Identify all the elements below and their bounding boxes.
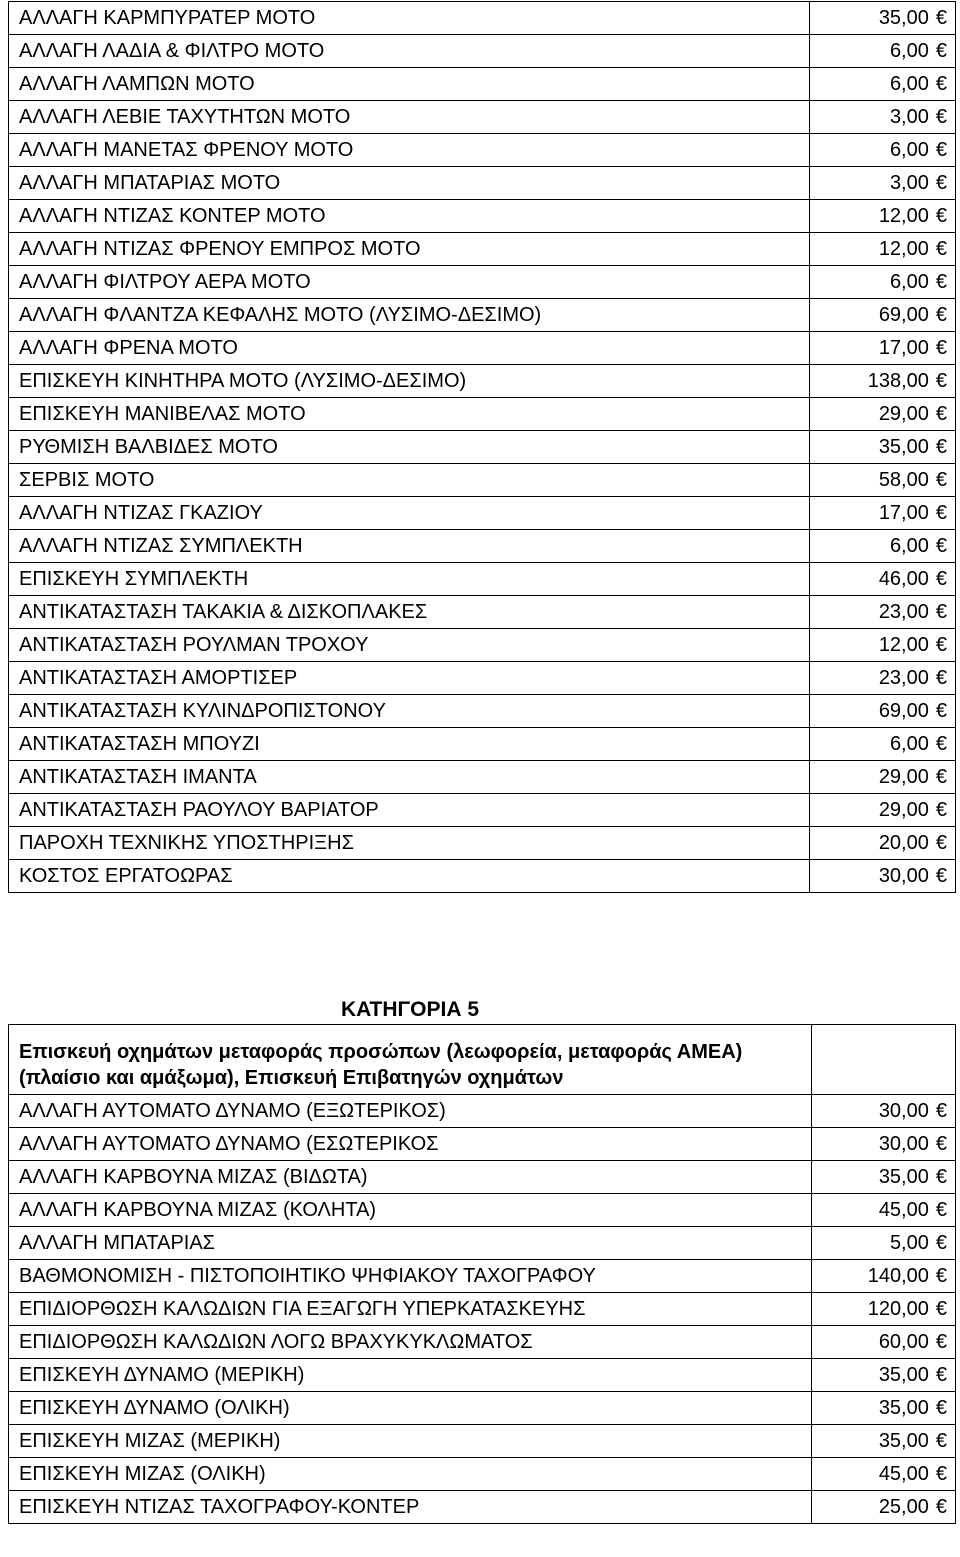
price-amount: 58,00 (878, 469, 929, 491)
service-name: ΑΛΛΑΓΗ ΑΥΤΟΜΑΤΟ ΔΥΝΑΜΟ (ΕΣΩΤΕΡΙΚΟΣ (9, 1128, 812, 1161)
euro-symbol: € (935, 1166, 947, 1188)
euro-symbol: € (935, 139, 947, 161)
price-cell (810, 101, 956, 134)
euro-symbol: € (935, 73, 947, 95)
price-amount: 17,00 (878, 502, 929, 524)
price-amount: 23,00 (878, 601, 929, 623)
price-amount: 35,00 (878, 436, 929, 458)
service-name: ΕΠΙΣΚΕΥΗ ΔΥΝΑΜΟ (ΜΕΡΙΚΗ) (9, 1359, 812, 1392)
service-name: ΑΛΛΑΓΗ ΜΠΑΤΑΡΙΑΣ ΜΟΤΟ (9, 167, 810, 200)
euro-symbol: € (935, 1199, 947, 1221)
price-amount: 12,00 (878, 205, 929, 227)
service-name: ΕΠΙΣΚΕΥΗ ΚΙΝΗΤΗΡΑ ΜΟΤΟ (ΛΥΣΙΜΟ-ΔΕΣΙΜΟ) (9, 365, 810, 398)
price-amount: 120,00 (867, 1298, 929, 1320)
euro-symbol: € (935, 700, 947, 722)
price-amount: 35,00 (878, 1397, 929, 1419)
euro-symbol: € (935, 1496, 947, 1518)
price-cell (810, 530, 956, 563)
price-amount: 29,00 (878, 799, 929, 821)
category-description-row (9, 1025, 956, 1095)
price-amount: 12,00 (878, 238, 929, 260)
price-amount: 60,00 (878, 1331, 929, 1353)
price-amount: 6,00 (889, 40, 929, 62)
table-row (9, 1392, 956, 1425)
price-amount: 35,00 (878, 1166, 929, 1188)
price-cell (812, 1293, 956, 1326)
table-row (9, 1260, 956, 1293)
table-row (9, 167, 956, 200)
euro-symbol: € (935, 238, 947, 260)
price-amount: 30,00 (878, 1100, 929, 1122)
service-name: ΕΠΙΣΚΕΥΗ ΣΥΜΠΛΕΚΤΗ (9, 563, 810, 596)
service-name: ΑΛΛΑΓΗ ΛΑΜΠΩΝ ΜΟΤΟ (9, 68, 810, 101)
table-row (9, 233, 956, 266)
price-cell (812, 1326, 956, 1359)
price-amount: 6,00 (889, 139, 929, 161)
price-amount: 5,00 (889, 1232, 929, 1254)
table-row (9, 464, 956, 497)
table-row (9, 332, 956, 365)
table-row (9, 1458, 956, 1491)
euro-symbol: € (935, 733, 947, 755)
price-amount: 30,00 (878, 1133, 929, 1155)
table-row (9, 1194, 956, 1227)
service-name: ΣΕΡΒΙΣ ΜΟΤΟ (9, 464, 810, 497)
price-amount: 35,00 (878, 1430, 929, 1452)
price-cell (810, 431, 956, 464)
table-row (9, 1227, 956, 1260)
table-row (9, 794, 956, 827)
price-amount: 46,00 (878, 568, 929, 590)
price-amount: 3,00 (889, 172, 929, 194)
table-row (9, 860, 956, 893)
price-amount: 140,00 (867, 1265, 929, 1287)
price-cell (812, 1491, 956, 1524)
euro-symbol: € (935, 106, 947, 128)
service-name: ΑΛΛΑΓΗ ΑΥΤΟΜΑΤΟ ΔΥΝΑΜΟ (ΕΞΩΤΕΡΙΚΟΣ) (9, 1095, 812, 1128)
price-amount: 30,00 (878, 865, 929, 887)
service-name: ΕΠΙΣΚΕΥΗ ΜΙΖΑΣ (ΜΕΡΙΚΗ) (9, 1425, 812, 1458)
category-description: Επισκευή οχημάτων μεταφοράς προσώπων (λεωφορεία, μεταφοράς ΑΜΕΑ) (πλαίσιο και αμάξωμα), Επισκευή Επιβατηγών οχημάτων (9, 1025, 812, 1095)
price-cell (812, 1359, 956, 1392)
euro-symbol: € (935, 172, 947, 194)
price-amount: 6,00 (889, 271, 929, 293)
price-cell (810, 332, 956, 365)
euro-symbol: € (935, 502, 947, 524)
euro-symbol: € (935, 1232, 947, 1254)
price-amount: 23,00 (878, 667, 929, 689)
price-cell (812, 1161, 956, 1194)
price-amount: 6,00 (889, 73, 929, 95)
table-row (9, 1095, 956, 1128)
service-name: ΑΝΤΙΚΑΤΑΣΤΑΣΗ ΑΜΟΡΤΙΣΕΡ (9, 662, 810, 695)
table-row (9, 1425, 956, 1458)
table-row (9, 1293, 956, 1326)
euro-symbol: € (935, 304, 947, 326)
euro-symbol: € (935, 1133, 947, 1155)
euro-symbol: € (935, 865, 947, 887)
service-name: ΑΛΛΑΓΗ ΜΑΝΕΤΑΣ ΦΡΕΝΟΥ ΜΟΤΟ (9, 134, 810, 167)
table-row (9, 134, 956, 167)
table-row (9, 1161, 956, 1194)
table-row (9, 2, 956, 35)
service-name: ΕΠΙΔΙΟΡΘΩΣΗ ΚΑΛΩΔΙΩΝ ΛΟΓΩ ΒΡΑΧΥΚΥΚΛΩΜΑΤΟΣ (9, 1326, 812, 1359)
price-table-category-5 (8, 1024, 956, 1524)
table-row (9, 1359, 956, 1392)
price-cell (810, 563, 956, 596)
euro-symbol: € (935, 205, 947, 227)
table-row (9, 1128, 956, 1161)
price-amount: 35,00 (878, 1364, 929, 1386)
table-row (9, 563, 956, 596)
service-name: ΕΠΙΣΚΕΥΗ ΔΥΝΑΜΟ (ΟΛΙΚΗ) (9, 1392, 812, 1425)
euro-symbol: € (935, 1397, 947, 1419)
table-row (9, 1491, 956, 1524)
euro-symbol: € (935, 436, 947, 458)
euro-symbol: € (935, 634, 947, 656)
price-amount: 69,00 (878, 700, 929, 722)
price-cell (810, 662, 956, 695)
price-cell (812, 1392, 956, 1425)
table-row (9, 761, 956, 794)
service-name: ΑΛΛΑΓΗ ΜΠΑΤΑΡΙΑΣ (9, 1227, 812, 1260)
euro-symbol: € (935, 832, 947, 854)
price-cell (810, 2, 956, 35)
price-cell (812, 1260, 956, 1293)
price-cell (810, 695, 956, 728)
price-cell (812, 1425, 956, 1458)
price-cell (810, 266, 956, 299)
price-amount: 20,00 (878, 832, 929, 854)
price-cell (810, 497, 956, 530)
service-name: ΑΝΤΙΚΑΤΑΣΤΑΣΗ ΜΠΟΥΖΙ (9, 728, 810, 761)
price-cell (810, 167, 956, 200)
table-row (9, 695, 956, 728)
euro-symbol: € (935, 1463, 947, 1485)
service-name: ΑΛΛΑΓΗ ΚΑΡΒΟΥΝΑ ΜΙΖΑΣ (ΚΟΛΗΤΑ) (9, 1194, 812, 1227)
euro-symbol: € (935, 403, 947, 425)
price-cell (810, 728, 956, 761)
service-name: ΑΛΛΑΓΗ ΝΤΙΖΑΣ ΓΚΑΖΙΟΥ (9, 497, 810, 530)
price-amount: 25,00 (878, 1496, 929, 1518)
price-cell (812, 1095, 956, 1128)
service-name: ΑΛΛΑΓΗ ΛΑΔΙΑ & ΦΙΛΤΡΟ ΜΟΤΟ (9, 35, 810, 68)
euro-symbol: € (935, 766, 947, 788)
service-name: ΑΝΤΙΚΑΤΑΣΤΑΣΗ ΙΜΑΝΤΑ (9, 761, 810, 794)
service-name: ΕΠΙΔΙΟΡΘΩΣΗ ΚΑΛΩΔΙΩΝ ΓΙΑ ΕΞΑΓΩΓΗ ΥΠΕΡΚΑΤΑΣΚΕΥΗΣ (9, 1293, 812, 1326)
euro-symbol: € (935, 469, 947, 491)
euro-symbol: € (935, 799, 947, 821)
euro-symbol: € (935, 1298, 947, 1320)
euro-symbol: € (935, 1100, 947, 1122)
price-cell (810, 233, 956, 266)
table-row (9, 662, 956, 695)
table-row (9, 398, 956, 431)
service-name: ΑΝΤΙΚΑΤΑΣΤΑΣΗ ΚΥΛΙΝΔΡΟΠΙΣΤΟΝΟΥ (9, 695, 810, 728)
price-amount: 12,00 (878, 634, 929, 656)
euro-symbol: € (935, 271, 947, 293)
price-amount: 29,00 (878, 766, 929, 788)
service-name: ΑΛΛΑΓΗ ΝΤΙΖΑΣ ΦΡΕΝΟΥ ΕΜΠΡΟΣ ΜΟΤΟ (9, 233, 810, 266)
price-amount: 138,00 (867, 370, 929, 392)
service-name: ΑΛΛΑΓΗ ΦΡΕΝΑ ΜΟΤΟ (9, 332, 810, 365)
service-name: ΕΠΙΣΚΕΥΗ ΜΑΝΙΒΕΛΑΣ ΜΟΤΟ (9, 398, 810, 431)
price-amount: 6,00 (889, 733, 929, 755)
price-cell (810, 365, 956, 398)
service-name: ΚΟΣΤΟΣ ΕΡΓΑΤΟΩΡΑΣ (9, 860, 810, 893)
euro-symbol: € (935, 7, 947, 29)
table-row (9, 299, 956, 332)
price-amount: 45,00 (878, 1463, 929, 1485)
table-row (9, 35, 956, 68)
table-row (9, 266, 956, 299)
service-name: ΑΛΛΑΓΗ ΦΙΛΤΡΟΥ ΑΕΡΑ ΜΟΤΟ (9, 266, 810, 299)
euro-symbol: € (935, 667, 947, 689)
price-cell (810, 398, 956, 431)
table-row (9, 365, 956, 398)
table-row (9, 431, 956, 464)
price-amount: 17,00 (878, 337, 929, 359)
euro-symbol: € (935, 568, 947, 590)
price-cell (810, 860, 956, 893)
service-name: ΑΛΛΑΓΗ ΝΤΙΖΑΣ ΣΥΜΠΛΕΚΤΗ (9, 530, 810, 563)
service-name: ΑΝΤΙΚΑΤΑΣΤΑΣΗ ΡΑΟΥΛΟΥ ΒΑΡΙΑΤΟΡ (9, 794, 810, 827)
service-name: ΑΛΛΑΓΗ ΚΑΡΒΟΥΝΑ ΜΙΖΑΣ (ΒΙΔΩΤΑ) (9, 1161, 812, 1194)
table-row (9, 596, 956, 629)
table-row (9, 827, 956, 860)
category-title: ΚΑΤΗΓΟΡΙΑ 5 (340, 998, 480, 1021)
service-name: ΑΛΛΑΓΗ ΦΛΑΝΤΖΑ ΚΕΦΑΛΗΣ ΜΟΤΟ (ΛΥΣΙΜΟ-ΔΕΣΙΜΟ) (9, 299, 810, 332)
price-cell (810, 464, 956, 497)
table-row (9, 1326, 956, 1359)
euro-symbol: € (935, 40, 947, 62)
euro-symbol: € (935, 601, 947, 623)
service-name: ΕΠΙΣΚΕΥΗ ΝΤΙΖΑΣ ΤΑΧΟΓΡΑΦΟΥ-ΚΟΝΤΕΡ (9, 1491, 812, 1524)
euro-symbol: € (935, 1331, 947, 1353)
service-name: ΑΛΛΑΓΗ ΛΕΒΙΕ ΤΑΧΥΤΗΤΩΝ ΜΟΤΟ (9, 101, 810, 134)
table-row (9, 629, 956, 662)
euro-symbol: € (935, 1265, 947, 1287)
service-name: ΑΛΛΑΓΗ ΝΤΙΖΑΣ ΚΟΝΤΕΡ ΜΟΤΟ (9, 200, 810, 233)
price-amount: 69,00 (878, 304, 929, 326)
table-row (9, 68, 956, 101)
table-row (9, 497, 956, 530)
euro-symbol: € (935, 337, 947, 359)
price-cell (810, 134, 956, 167)
price-amount: 29,00 (878, 403, 929, 425)
table-row (9, 728, 956, 761)
service-name: ΑΝΤΙΚΑΤΑΣΤΑΣΗ ΡΟΥΛΜΑΝ ΤΡΟΧΟΥ (9, 629, 810, 662)
service-name: ΠΑΡΟΧΗ ΤΕΧΝΙΚΗΣ ΥΠΟΣΤΗΡΙΞΗΣ (9, 827, 810, 860)
table-row (9, 530, 956, 563)
price-amount: 6,00 (889, 535, 929, 557)
table-row (9, 200, 956, 233)
service-name: ΑΝΤΙΚΑΤΑΣΤΑΣΗ ΤΑΚΑΚΙΑ & ΔΙΣΚΟΠΛΑΚΕΣ (9, 596, 810, 629)
price-cell (810, 68, 956, 101)
price-amount: 3,00 (889, 106, 929, 128)
price-table-top (8, 1, 956, 893)
price-cell (812, 1194, 956, 1227)
price-cell (810, 596, 956, 629)
price-amount: 35,00 (878, 7, 929, 29)
price-amount: 45,00 (878, 1199, 929, 1221)
euro-symbol: € (935, 1430, 947, 1452)
price-cell (810, 761, 956, 794)
euro-symbol: € (935, 370, 947, 392)
table-row (9, 101, 956, 134)
service-name: ΕΠΙΣΚΕΥΗ ΜΙΖΑΣ (ΟΛΙΚΗ) (9, 1458, 812, 1491)
service-name: ΑΛΛΑΓΗ ΚΑΡΜΠΥΡΑΤΕΡ ΜΟΤΟ (9, 2, 810, 35)
price-cell (810, 35, 956, 68)
price-cell (812, 1227, 956, 1260)
price-cell (810, 299, 956, 332)
service-name: ΡΥΘΜΙΣΗ ΒΑΛΒΙΔΕΣ ΜΟΤΟ (9, 431, 810, 464)
price-cell (812, 1458, 956, 1491)
euro-symbol: € (935, 1364, 947, 1386)
price-cell (810, 827, 956, 860)
price-cell (810, 629, 956, 662)
price-cell (810, 794, 956, 827)
service-name: ΒΑΘΜΟΝΟΜΙΣΗ - ΠΙΣΤΟΠΟΙΗΤΙΚΟ ΨΗΦΙΑΚΟΥ ΤΑΧΟΓΡΑΦΟΥ (9, 1260, 812, 1293)
price-cell (810, 200, 956, 233)
category-description-price-cell (812, 1025, 956, 1095)
price-cell (812, 1128, 956, 1161)
euro-symbol: € (935, 535, 947, 557)
